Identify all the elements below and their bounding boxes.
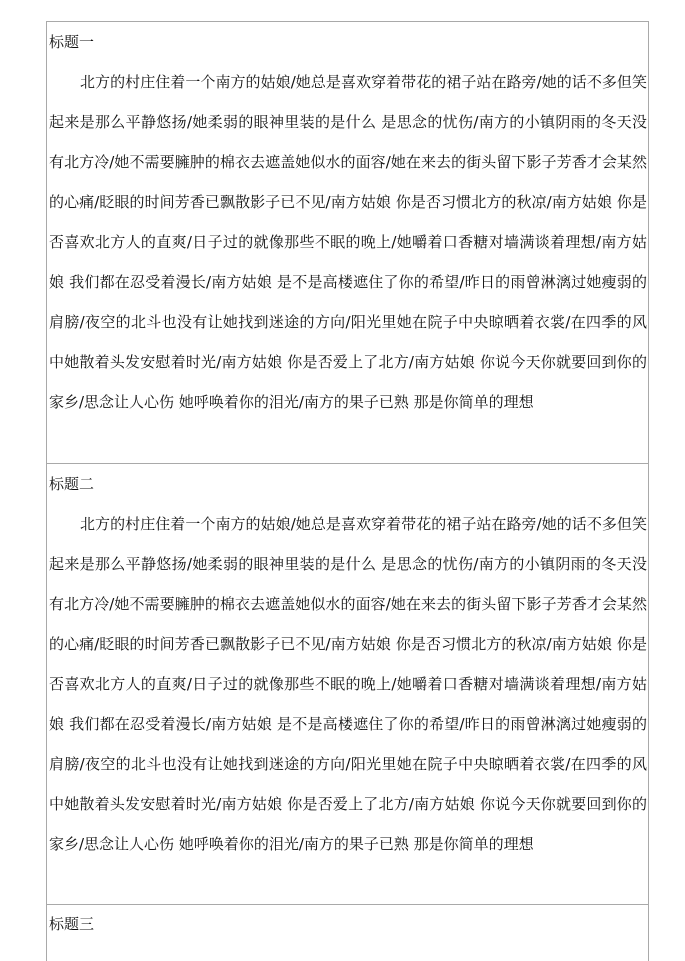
document-frame [46,21,649,961]
section-divider [47,463,648,464]
section-body: 北方的村庄住着一个南方的姑娘/她总是喜欢穿着带花的裙子站在路旁/她的话不多但笑起来是那么平静悠扬/她柔弱的眼神里装的是什么 是思念的忧伤/南方的小镇阴雨的冬天没有北方冷/她不需要臃肿的棉衣去遮盖她似水的面容/她在来去的街头留下影子芳香才会某然的心痛/眨眼的时间芳香已飘散影子已不见/南方姑娘 你是否习惯北方的秋凉/南方姑娘 你是否喜欢北方人的直爽/日子过的就像那些不眠的晚上/她嚼着口香糖对墙满谈着理想/南方姑娘 我们都在忍受着漫长/南方姑娘 是不是高楼遮住了你的希望/昨日的雨曾淋漓过她瘦弱的肩膀/夜空的北斗也没有让她找到迷途的方向/阳光里她在院子中央晾晒着衣裳/在四季的风中她散着头发安慰着时光/南方姑娘 你是否爱上了北方/南方姑娘 你说今天你就要回到你的家乡/思念让人心伤 她呼唤着你的泪光/南方的果子已熟 那是你简单的理想 [49,515,647,853]
section-title: 标题三 [49,915,95,933]
section-title: 标题二 [49,475,95,493]
section-divider [47,904,648,905]
section-title: 标题一 [49,33,95,51]
section-body: 北方的村庄住着一个南方的姑娘/她总是喜欢穿着带花的裙子站在路旁/她的话不多但笑起来是那么平静悠扬/她柔弱的眼神里装的是什么 是思念的忧伤/南方的小镇阴雨的冬天没有北方冷/她不需要臃肿的棉衣去遮盖她似水的面容/她在来去的街头留下影子芳香才会某然的心痛/眨眼的时间芳香已飘散影子已不见/南方姑娘 你是否习惯北方的秋凉/南方姑娘 你是否喜欢北方人的直爽/日子过的就像那些不眠的晚上/她嚼着口香糖对墙满谈着理想/南方姑娘 我们都在忍受着漫长/南方姑娘 是不是高楼遮住了你的希望/昨日的雨曾淋漓过她瘦弱的肩膀/夜空的北斗也没有让她找到迷途的方向/阳光里她在院子中央晾晒着衣裳/在四季的风中她散着头发安慰着时光/南方姑娘 你是否爱上了北方/南方姑娘 你说今天你就要回到你的家乡/思念让人心伤 她呼唤着你的泪光/南方的果子已熟 那是你简单的理想 [49,73,647,411]
